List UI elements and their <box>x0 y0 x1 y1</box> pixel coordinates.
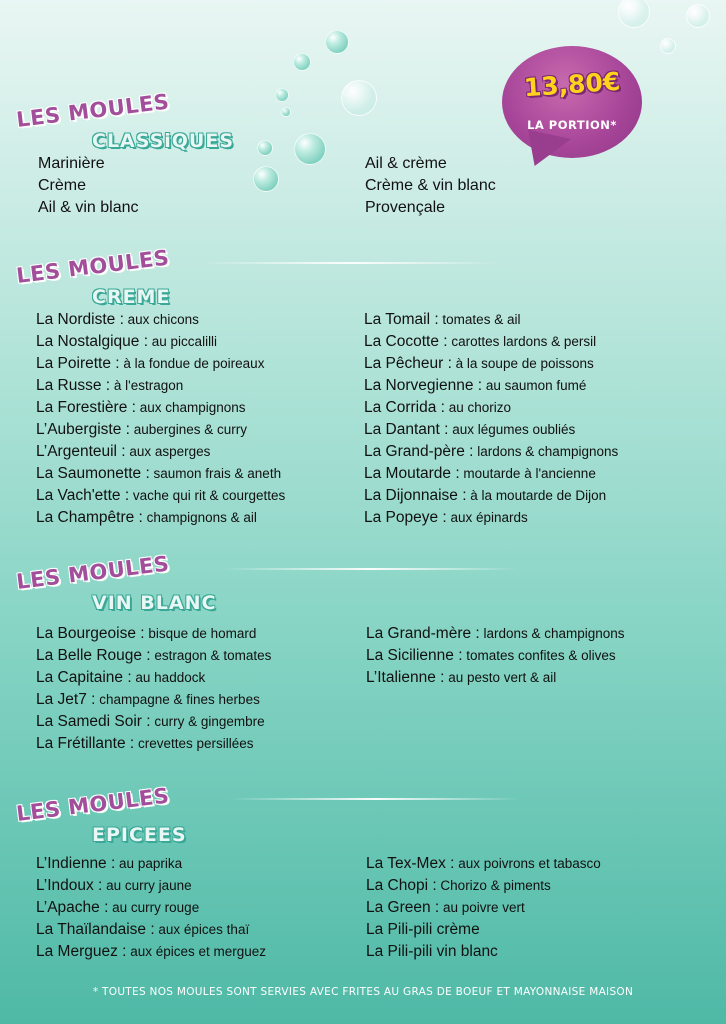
menu-item-description: tomates & ail <box>438 312 521 327</box>
section-title: LES MOULES <box>15 783 171 826</box>
section-title: LES MOULES <box>15 551 171 594</box>
menu-item <box>36 356 264 372</box>
menu-item: Crème <box>38 177 87 194</box>
menu-item-name: La Vach'ette : <box>36 487 130 504</box>
menu-item <box>366 856 601 872</box>
menu-item-name: La Nostalgique : <box>36 333 149 350</box>
menu-item-name: La Pili-pili vin blanc <box>366 943 498 960</box>
menu-item-description: aux asperges <box>125 444 211 459</box>
menu-item <box>364 334 596 350</box>
menu-item-description: au saumon fumé <box>482 378 587 393</box>
menu-item <box>366 878 551 894</box>
menu-item-description: estragon & tomates <box>150 648 272 663</box>
menu-item-name: La Thaïlandaise : <box>36 921 155 938</box>
menu-item <box>36 714 265 730</box>
menu-item <box>364 378 586 394</box>
menu-item-name: L’Italienne : <box>366 669 445 686</box>
menu-item-description: aux légumes oubliés <box>448 422 576 437</box>
menu-item-description: champagne & fines herbes <box>95 692 260 707</box>
section-subtitle: EPICEES <box>92 824 187 846</box>
bubble-decoration <box>618 0 650 28</box>
menu-item <box>36 944 266 960</box>
menu-item-name: L’Apache : <box>36 899 109 916</box>
menu-item <box>366 670 556 686</box>
menu-item-name: La Dijonnaise : <box>364 487 467 504</box>
menu-item-name: La Samedi Soir : <box>36 713 151 730</box>
menu-item <box>36 378 183 394</box>
menu-item-name: L’Aubergiste : <box>36 421 130 438</box>
menu-item <box>36 670 205 686</box>
menu-item-name: La Moutarde : <box>364 465 460 482</box>
menu-item-name: La Bourgeoise : <box>36 625 145 642</box>
section-divider <box>230 798 520 800</box>
menu-item <box>366 944 498 960</box>
menu-item <box>36 922 249 938</box>
menu-item-description: à l'estragon <box>110 378 184 393</box>
bubble-decoration <box>660 38 676 54</box>
menu-item-name: La Sicilienne : <box>366 647 463 664</box>
menu-item-description: à la fondue de poireaux <box>119 356 265 371</box>
menu-item-name: La Russe : <box>36 377 111 394</box>
price-badge <box>502 46 642 166</box>
menu-item <box>36 510 257 526</box>
menu-item-name: La Champêtre : <box>36 509 143 526</box>
bubble-decoration <box>275 88 289 102</box>
menu-item <box>36 334 217 350</box>
menu-item-name: La Jet7 : <box>36 691 96 708</box>
bubble-decoration <box>253 166 279 192</box>
menu-item-description: à la moutarde de Dijon <box>466 488 607 503</box>
menu-item-name: La Tomail : <box>364 311 439 328</box>
bubble-decoration <box>325 30 349 54</box>
section-heading-classiques <box>14 89 314 158</box>
menu-item-description: au paprika <box>115 856 183 871</box>
menu-item-name: La Poirette : <box>36 355 120 372</box>
bubble-decoration <box>293 53 311 71</box>
menu-item <box>36 444 210 460</box>
menu-item <box>36 856 182 872</box>
menu-item <box>36 736 254 752</box>
menu-item <box>364 312 520 328</box>
menu-item-name: La Saumonette : <box>36 465 150 482</box>
menu-item-name: La Nordiste : <box>36 311 124 328</box>
menu-item <box>364 488 606 504</box>
menu-item-description: lardons & champignons <box>473 444 619 459</box>
menu-item-description: au piccalilli <box>148 334 218 349</box>
menu-item <box>364 400 511 416</box>
menu-item-name: La Merguez : <box>36 943 127 960</box>
menu-item-description: bisque de homard <box>144 626 257 641</box>
menu-item-description: Chorizo & piments <box>436 878 551 893</box>
menu-item-name: La Dantant : <box>364 421 449 438</box>
menu-item-description: aubergines & curry <box>129 422 247 437</box>
menu-item <box>366 648 616 664</box>
menu-item-description: aux poivrons et tabasco <box>454 856 601 871</box>
menu-item-name: La Belle Rouge : <box>36 647 151 664</box>
menu-item-description: crevettes persillées <box>134 736 254 751</box>
menu-item <box>364 444 618 460</box>
menu-item-name: La Popeye : <box>364 509 447 526</box>
menu-item-description: à la soupe de poissons <box>451 356 594 371</box>
menu-item-description: tomates confites & olives <box>462 648 616 663</box>
menu-item <box>364 422 575 438</box>
menu-item <box>364 510 528 526</box>
menu-item-name: L’Indienne : <box>36 855 116 872</box>
menu-item-name: La Norvegienne : <box>364 377 483 394</box>
menu-item-description: lardons & champignons <box>479 626 625 641</box>
menu-item-description: au haddock <box>131 670 206 685</box>
menu-item-description: curry & gingembre <box>150 714 265 729</box>
menu-item-name: La Corrida : <box>364 399 445 416</box>
bubble-decoration <box>686 4 710 28</box>
menu-item <box>36 900 199 916</box>
menu-item <box>36 626 256 642</box>
menu-item-description: vache qui rit & courgettes <box>129 488 286 503</box>
menu-item-name: La Cocotte : <box>364 333 448 350</box>
menu-item-name: La Forestière : <box>36 399 136 416</box>
menu-item-description: au pesto vert & ail <box>444 670 557 685</box>
menu-item-name: L’Indoux : <box>36 877 103 894</box>
menu-item: Crème & vin blanc <box>365 177 496 194</box>
menu-item-description: saumon frais & aneth <box>149 466 282 481</box>
section-heading-vin-blanc <box>14 551 314 620</box>
menu-item: Marinière <box>38 155 105 172</box>
menu-item <box>364 356 594 372</box>
menu-item-description: carottes lardons & persil <box>447 334 597 349</box>
menu-item-description: au chorizo <box>444 400 512 415</box>
menu-item-name: La Frétillante : <box>36 735 135 752</box>
menu-item <box>36 400 246 416</box>
price-label: LA PORTION* <box>527 118 617 132</box>
menu-item-description: aux épices thaï <box>154 922 250 937</box>
menu-item <box>366 626 625 642</box>
menu-item <box>36 878 192 894</box>
section-subtitle: CREME <box>92 286 171 308</box>
section-title: LES MOULES <box>15 89 171 132</box>
menu-item-name: La Grand-mère : <box>366 625 480 642</box>
menu-item-name: La Capitaine : <box>36 669 132 686</box>
menu-item <box>36 422 247 438</box>
menu-item-name: La Pêcheur : <box>364 355 452 372</box>
menu-item-description: aux épices et merguez <box>126 944 267 959</box>
menu-item <box>36 648 271 664</box>
section-title: LES MOULES <box>15 245 171 288</box>
menu-item: Ail & crème <box>365 155 447 172</box>
menu-item-description: aux épinards <box>446 510 528 525</box>
menu-item-name: La Green : <box>366 899 440 916</box>
section-subtitle: CLASSiQUES <box>92 130 235 152</box>
section-subtitle: VIN BLANC <box>92 592 217 614</box>
menu-item <box>364 466 596 482</box>
menu-item-description: au curry jaune <box>102 878 192 893</box>
menu-item <box>36 692 260 708</box>
menu-item-description: au poivre vert <box>439 900 525 915</box>
menu-item-description: moutarde à l'ancienne <box>459 466 596 481</box>
footnote: * TOUTES NOS MOULES SONT SERVIES AVEC FRITES AU GRAS DE BOEUF ET MAYONNAISE MAISON <box>92 986 634 998</box>
menu-item <box>366 922 480 938</box>
menu-item <box>36 466 281 482</box>
menu-item-name: La Pili-pili crème <box>366 921 480 938</box>
menu-item-name: La Grand-père : <box>364 443 474 460</box>
menu-item: Ail & vin blanc <box>38 199 139 216</box>
price-value: 13,80€ <box>522 66 622 103</box>
menu-item-description: aux chicons <box>123 312 199 327</box>
menu-item: Provençale <box>365 199 446 216</box>
menu-item <box>366 900 525 916</box>
menu-item-name: La Chopi : <box>366 877 437 894</box>
bubble-decoration <box>341 80 377 116</box>
menu-item-name: L’Argenteuil : <box>36 443 126 460</box>
menu-item-name: La Tex-Mex : <box>366 855 455 872</box>
menu-item-description: au curry rouge <box>108 900 200 915</box>
menu-item <box>36 488 285 504</box>
menu-item <box>36 312 199 328</box>
menu-item-description: aux champignons <box>135 400 246 415</box>
menu-item-description: champignons & ail <box>142 510 257 525</box>
section-heading-epicees <box>14 783 314 852</box>
section-heading-creme <box>14 245 314 314</box>
